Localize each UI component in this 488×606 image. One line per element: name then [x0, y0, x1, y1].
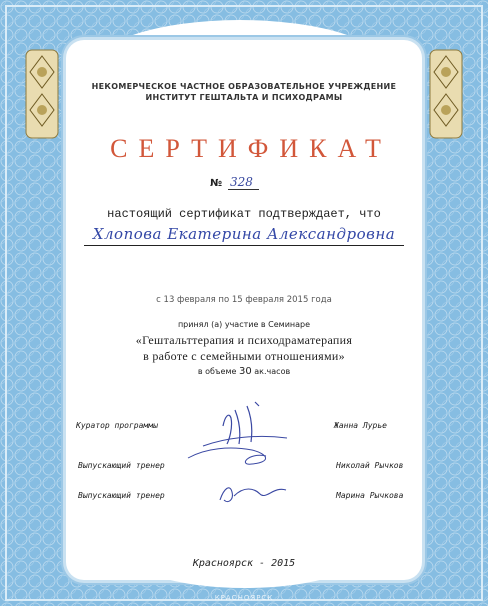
volume-hours: 30 — [238, 366, 252, 377]
seminar-dates: с 13 февраля по 15 февраля 2015 года — [156, 295, 332, 305]
signature-trainer-1 — [182, 438, 282, 472]
signatory-role-trainer-2: Выпускающий тренер — [78, 491, 165, 500]
org-line-1: НЕКОМЕРЧЕСКОЕ ЧАСТНОЕ ОБРАЗОВАТЕЛЬНОЕ УЧРЕЖДЕНИЕ — [91, 82, 397, 91]
seminar-title-line-1: «Гештальттерапия и психодраматерапия — [135, 333, 353, 347]
number-label: № — [210, 178, 223, 189]
signatory-role-trainer-1: Выпускающий тренер — [78, 461, 165, 470]
bottom-watermark: КРАСНОЯРСК — [214, 594, 274, 602]
certificate-number: 328 — [228, 175, 259, 190]
signatory-name-trainer-2: Марина Рычкова — [336, 491, 404, 500]
signatory-role-curator: Куратор программы — [76, 421, 158, 430]
volume-prefix: в объеме — [197, 367, 237, 376]
org-line-2: ИНСТИТУТ ГЕШТАЛЬТА И ПСИХОДРАМЫ — [145, 93, 343, 102]
accepted-text: принял (а) участие в Семинаре — [177, 320, 311, 329]
certificate-title: СЕРТИФИКАТ — [110, 134, 392, 163]
city-year: Красноярск - 2015 — [192, 558, 296, 569]
confirm-text: настоящий сертификат подтверждает, что — [107, 207, 381, 221]
signatory-name-curator: Жанна Лурье — [334, 421, 387, 430]
seminar-title-line-2: в работе с семейными отношениями» — [143, 349, 345, 363]
signature-trainer-2 — [214, 478, 294, 508]
seminar-volume — [0, 366, 488, 377]
signatory-name-trainer-1: Николай Рычков — [336, 461, 404, 470]
recipient-name: Хлопова Екатерина Александровна — [84, 225, 404, 246]
volume-suffix: ак.часов — [254, 367, 291, 376]
